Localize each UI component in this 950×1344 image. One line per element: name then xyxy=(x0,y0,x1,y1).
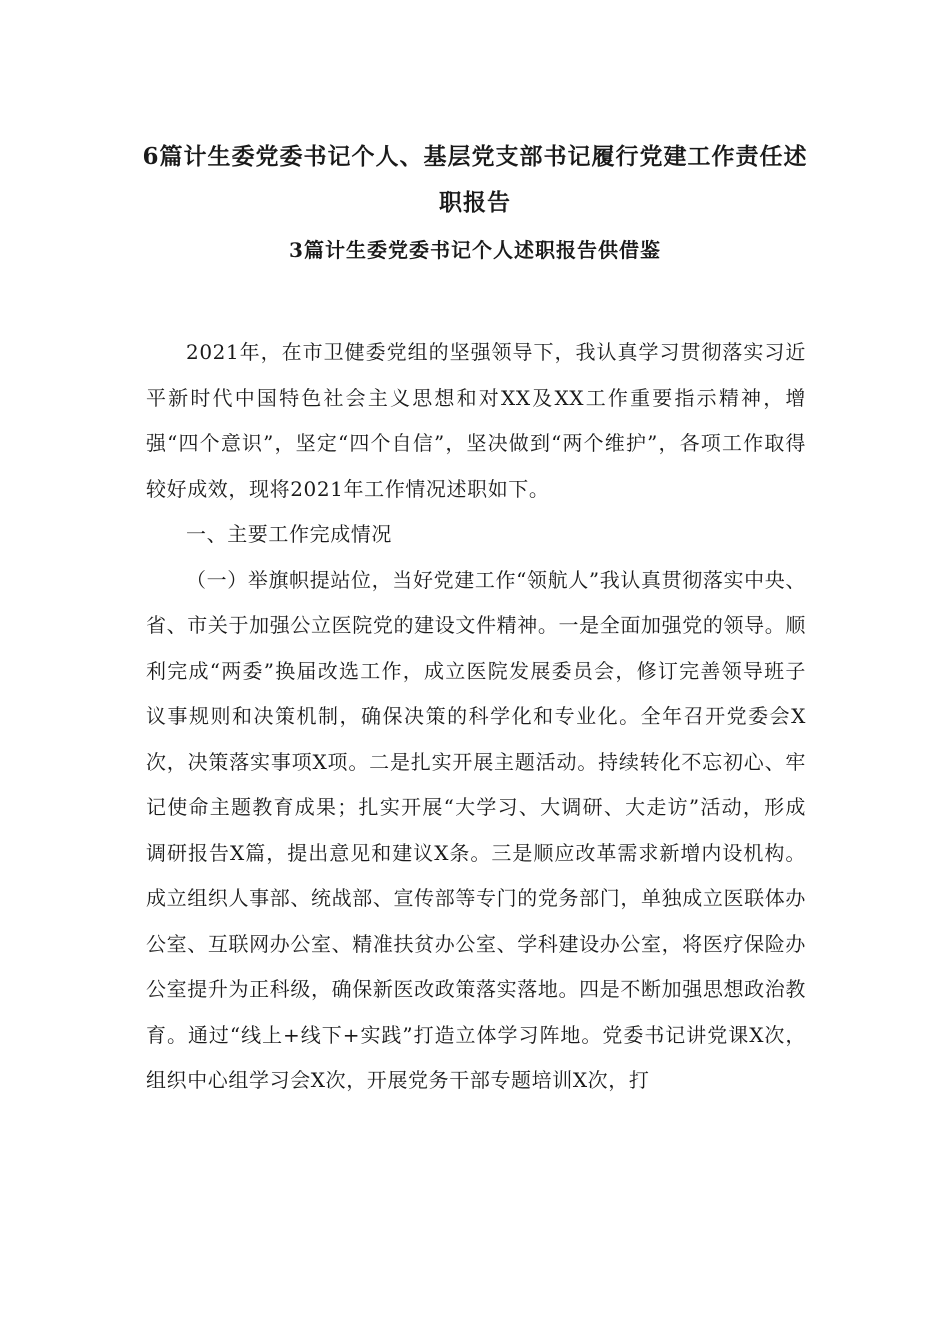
document-body xyxy=(146,330,806,1104)
paragraph-section-1: （一）举旗帜提站位，当好党建工作“领航人”我认真贯彻落实中央、省、市关于加强公立医院党的建设文件精神。一是全面加强党的领导。顺利完成“两委”换届改选工作，成立医院发展委员会，修订完善领导班子议事规则和决策机制，确保决策的科学化和专业化。全年召开党委会X次，决策落实事项X项。二是扎实开展主题活动。持续转化不忘初心、牢记使命主题教育成果；扎实开展“大学习、大调研、大走访”活动，形成调研报告X篇，提出意见和建议X条。三是顺应改革需求新增内设机构。成立组织人事部、统战部、宣传部等专门的党务部门，单独成立医联体办公室、互联网办公室、精准扶贫办公室、学科建设办公室，将医疗保险办公室提升为正科级，确保新医改政策落实落地。四是不断加强思想政治教育。通过“线上+线下+实践”打造立体学习阵地。党委书记讲党课X次，组织中心组学习会X次，开展党务干部专题培训X次，打 xyxy=(146,567,806,1092)
document-title: 6篇计生委党委书记个人、基层党支部书记履行党建工作责任述职报告 xyxy=(142,143,808,216)
document-subtitle: 3篇计生委党委书记个人述职报告供借鉴 xyxy=(289,238,661,262)
section-heading: 一、主要工作完成情况 xyxy=(186,522,392,546)
paragraph-intro: 2021年，在市卫健委党组的坚强领导下，我认真学习贯彻落实习近平新时代中国特色社会主义思想和对XX及XX工作重要指示精神，增强“四个意识”，坚定“四个自信”，坚决做到“两个维护”，各项工作取得较好成效，现将2021年工作情况述职如下。 xyxy=(146,340,806,501)
